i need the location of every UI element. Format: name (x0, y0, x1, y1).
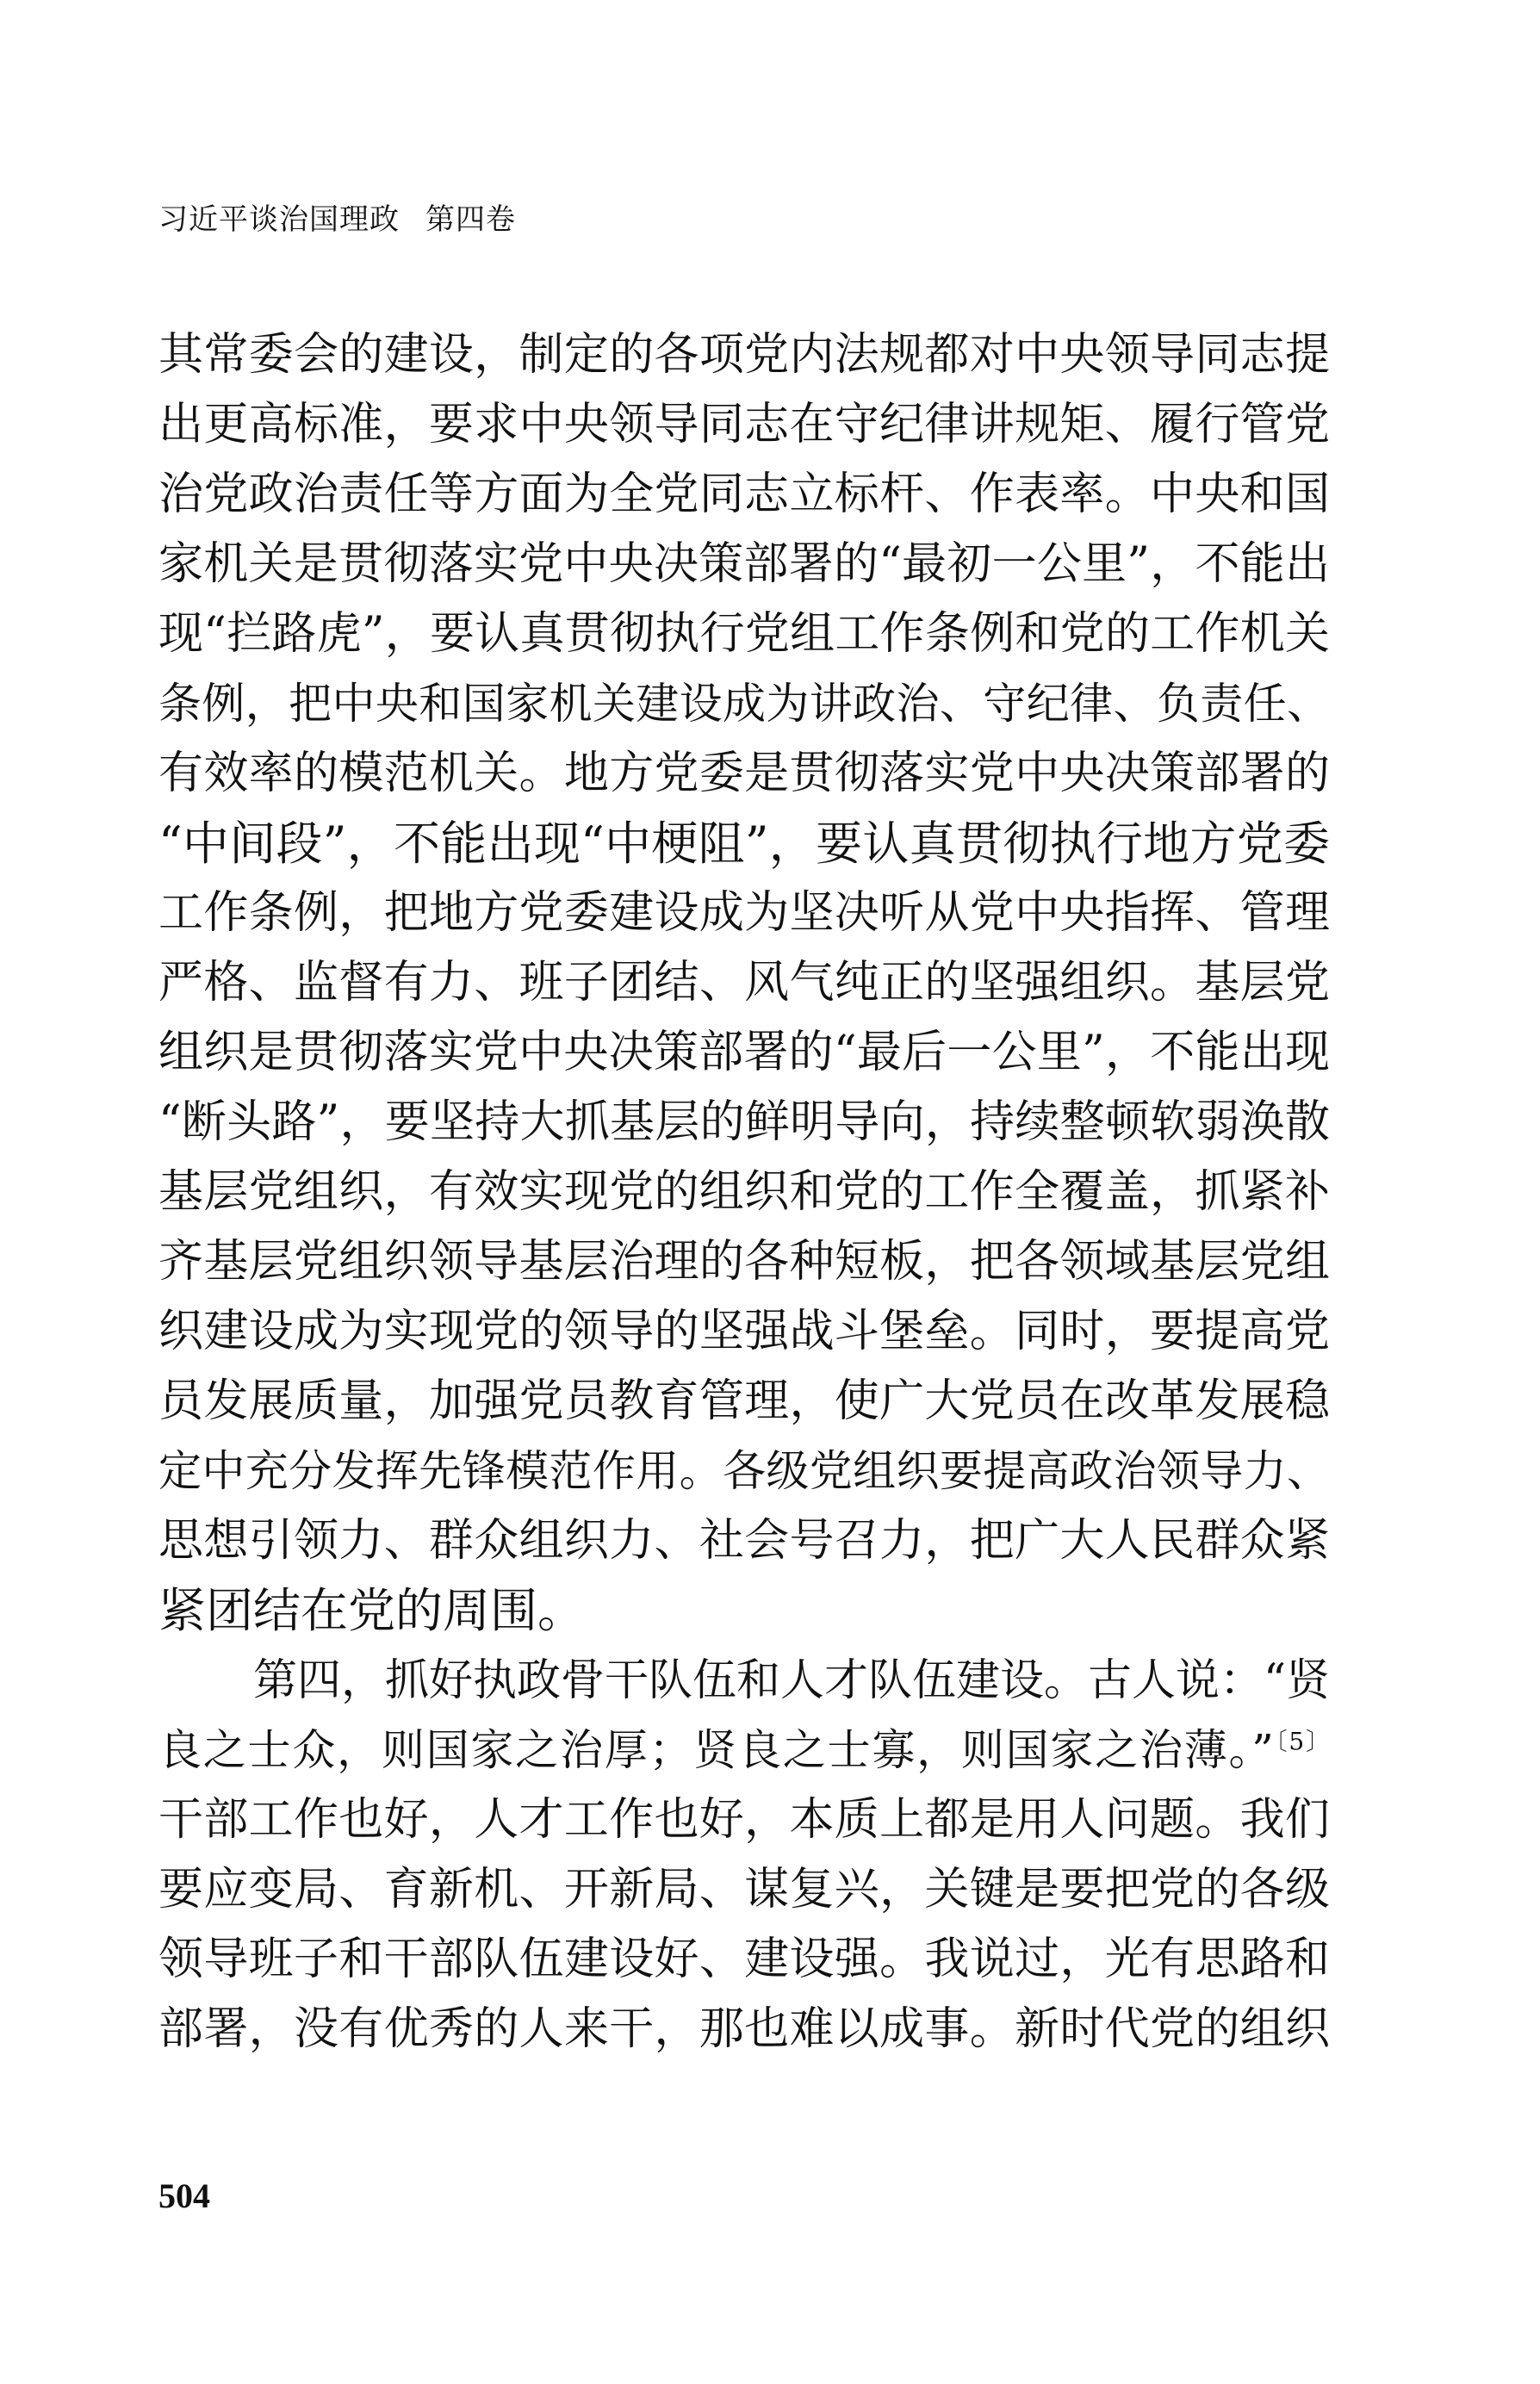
text-line: 组织是贯彻落实党中央决策部署的“最后一公里”，不能出现 (158, 1027, 1330, 1078)
text-line: 部署，没有优秀的人来干，那也难以成事。新时代党的组织 (158, 2003, 1330, 2055)
text-line: 条例，把中央和国家机关建设成为讲政治、守纪律、负责任、 (158, 679, 1330, 729)
body-text (158, 320, 1330, 2064)
text-line: “断头路”，要坚持大抓基层的鲜明导向，持续整顿软弱涣散 (158, 1096, 1330, 1148)
running-header (158, 202, 516, 237)
text-line: 员发展质量，加强党员教育管理，使广大党员在改革发展稳 (158, 1375, 1330, 1427)
text-line: 织建设成为实现党的领导的坚强战斗堡垒。同时，要提高党 (158, 1306, 1330, 1357)
text-line: 家机关是贯彻落实党中央决策部署的“最初一公里”，不能出 (158, 538, 1330, 590)
text-line: 领导班子和干部队伍建设好、建设强。我说过，光有思路和 (158, 1934, 1330, 1985)
text-line: 出更高标准，要求中央领导同志在守纪律讲规矩、履行管党 (158, 399, 1330, 450)
text-line: 治党政治责任等方面为全党同志立标杆、作表率。中央和国 (158, 469, 1330, 520)
text-line: 要应变局、育新机、开新局、谋复兴，关键是要把党的各级 (158, 1864, 1330, 1915)
text-line: “中间段”，不能出现“中梗阻”，要认真贯彻执行地方党委 (158, 816, 1330, 871)
text-line: 现“拦路虎”，要认真贯彻执行党组工作条例和党的工作机关 (158, 608, 1330, 660)
text-line: 干部工作也好，人才工作也好，本质上都是用人问题。我们 (158, 1794, 1330, 1846)
text-line: 思想引领力、群众组织力、社会号召力，把广大人民群众紧 (158, 1515, 1330, 1567)
page-number: 504 (158, 2176, 210, 2215)
text-line: 其常委会的建设，制定的各项党内法规都对中央领导同志提 (158, 329, 1330, 381)
text-line: 基层党组织，有效实现党的组织和党的工作全覆盖，抓紧补 (158, 1166, 1330, 1218)
paragraph-start-line: 第四，抓好执政骨干队伍和人才队伍建设。古人说：“贤 (253, 1655, 1331, 1706)
volume-label: 第四卷 (425, 202, 516, 237)
text-line-with-note (158, 1716, 1330, 1785)
text-line: 定中充分发挥先锋模范作用。各级党组织要提高政治领导力、 (158, 1446, 1330, 1496)
text-line: 严格、监督有力、班子团结、风气纯正的坚强组织。基层党 (158, 957, 1330, 1009)
text-segment: 良之士众，则国家之治厚；贤良之士寡，则国家之治薄。” (158, 1725, 1274, 1775)
footnote-reference: 〔5〕 (1273, 1727, 1330, 1756)
text-line: 工作条例，把地方党委建设成为坚决听从党中央指挥、管理 (158, 887, 1330, 939)
text-line: 有效率的模范机关。地方党委是贯彻落实党中央决策部署的 (158, 748, 1330, 799)
text-line: 齐基层党组织领导基层治理的各种短板，把各领域基层党组 (158, 1236, 1330, 1288)
text-line: 紧团结在党的周围。 (158, 1583, 586, 1638)
book-title: 习近平谈治国理政 (158, 202, 400, 237)
